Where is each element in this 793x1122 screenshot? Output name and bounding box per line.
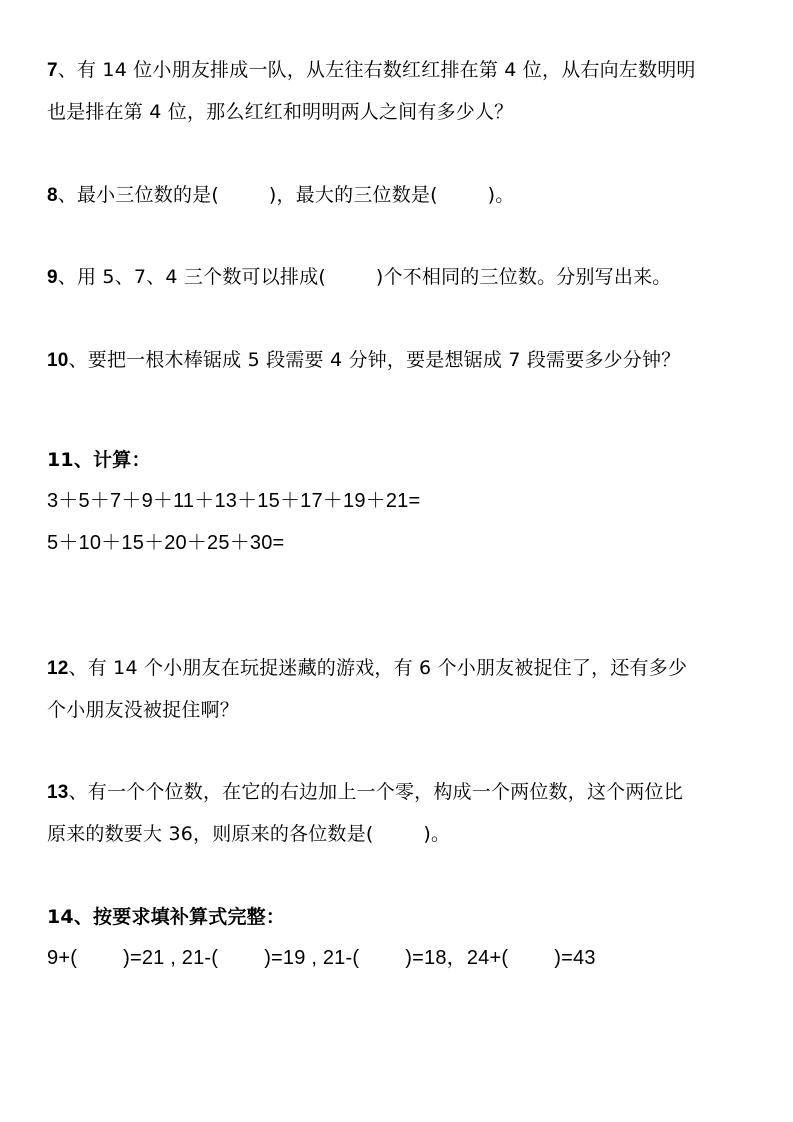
question-13-line-1: [47, 780, 683, 805]
question-10-text: 、要把一根木棒锯成 5 段需要 4 分钟，要是想锯成 7 段需要多少分钟？: [68, 349, 681, 371]
question-12-text: 、有 14 个小朋友在玩捉迷藏的游戏，有 6 个小朋友被捉住了，还有多少: [68, 657, 688, 679]
question-8-text: 、最小三位数的是( )，最大的三位数是( )。: [57, 184, 515, 206]
question-9-number: 9: [47, 267, 58, 288]
question-12-number: 12: [47, 658, 69, 679]
question-12-line-1: [47, 656, 687, 681]
question-14-expression: 9+( )=21 , 21-( )=19 , 21-( )=18，24+( )=43: [47, 947, 596, 969]
question-11-expression-2: 5＋10＋15＋20＋25＋30=: [47, 532, 285, 554]
question-14-heading: 14、按要求填补算式完整：: [47, 906, 286, 928]
question-13-number: 13: [47, 782, 69, 803]
question-10: [47, 348, 680, 373]
question-7-line-2: 也是排在第 4 位，那么红红和明明两人之间有多少人？: [47, 101, 514, 123]
question-9: [47, 265, 671, 290]
question-8-number: 8: [47, 185, 58, 206]
question-11-heading: 11、计算：: [47, 449, 151, 471]
question-11-expression-1: 3＋5＋7＋9＋11＋13＋15＋17＋19＋21=: [47, 490, 421, 512]
question-13-text: 、有一个个位数，在它的右边加上一个零，构成一个两位数，这个两位比: [68, 781, 683, 803]
question-7-number: 7: [47, 60, 58, 81]
question-8: [47, 183, 514, 208]
question-7-line-1: [47, 58, 696, 83]
question-9-text: 、用 5、7、4 三个数可以排成( )个不相同的三位数。分别写出来。: [57, 266, 672, 288]
question-10-number: 10: [47, 350, 69, 371]
question-12-line-2: 个小朋友没被捉住啊？: [47, 699, 240, 721]
question-7-text: 、有 14 位小朋友排成一队，从左往右数红红排在第 4 位，从右向左数明明: [57, 59, 696, 81]
question-13-line-2: 原来的数要大 36，则原来的各位数是( )。: [47, 823, 451, 845]
